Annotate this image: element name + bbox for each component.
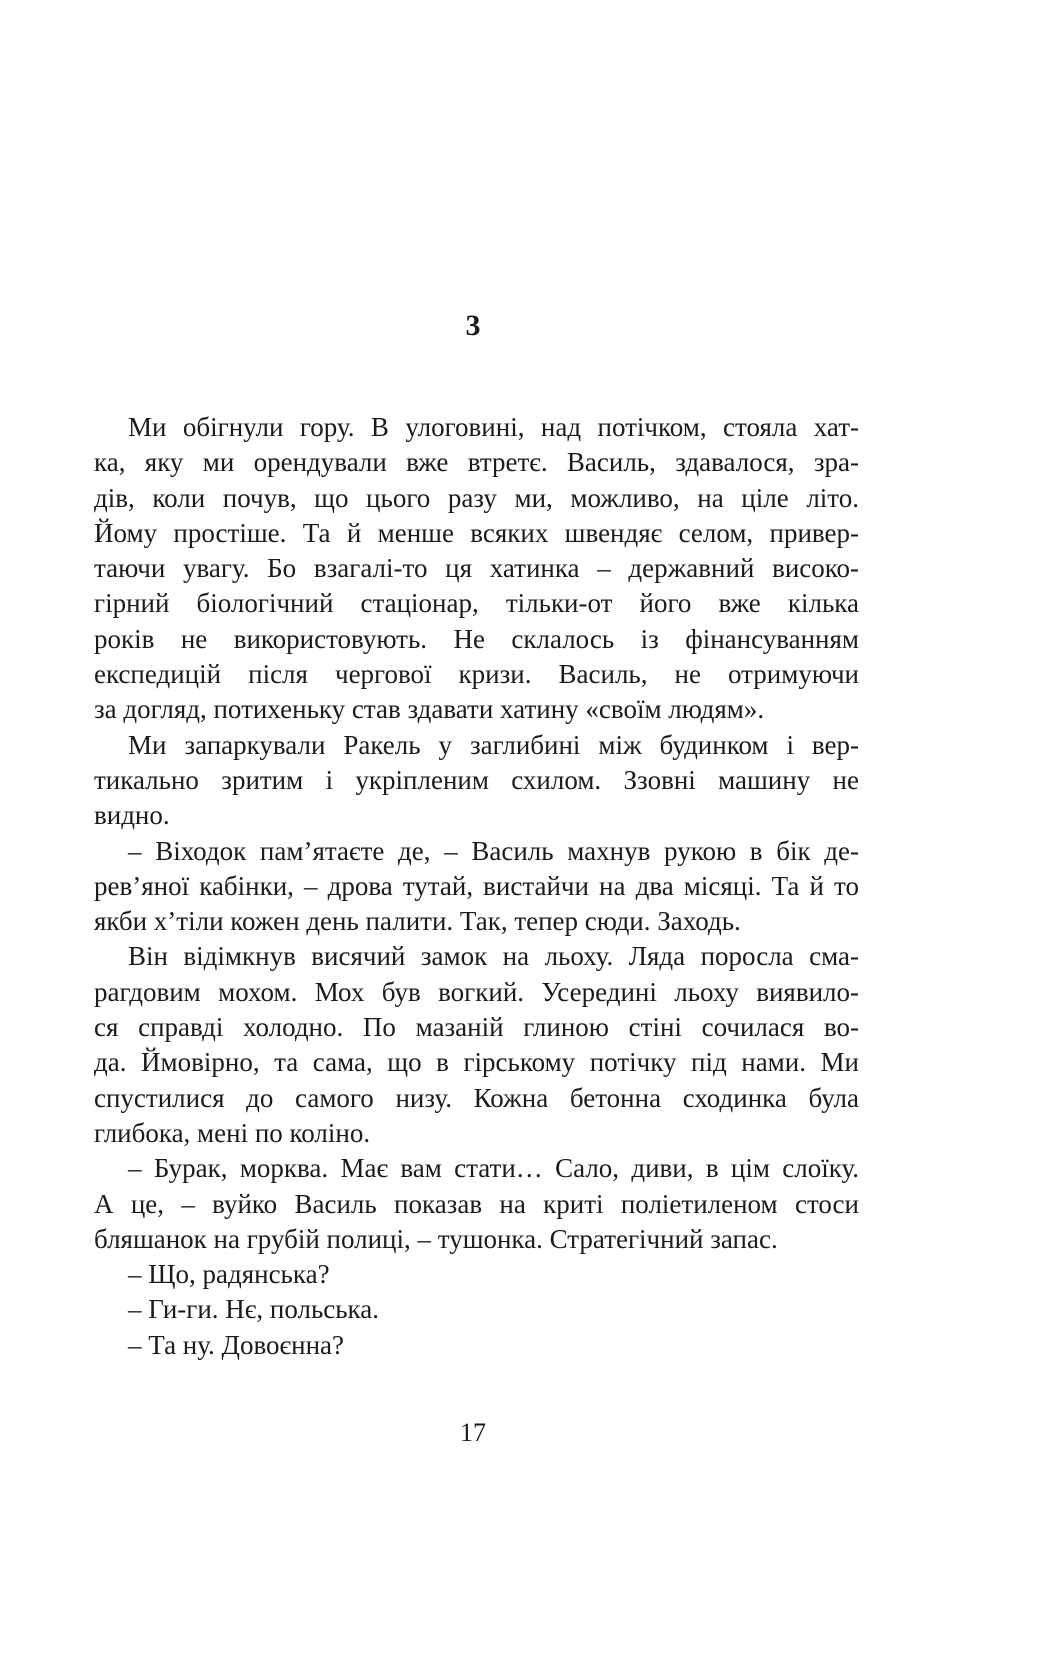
text-line: рагдовим мохом. Мох був вогкий. Усередині льоху виявило- — [94, 976, 859, 1007]
text-line: тикально зритим і укріпленим схилом. Ззовні машину не — [94, 764, 859, 795]
text-line: гірний біологічний стаціонар, тільки-от його вже кілька — [94, 588, 859, 619]
text-line: – Віходок пам’ятаєте де, – Василь махнув рукою в бік де- — [128, 835, 859, 866]
paragraph — [94, 410, 859, 728]
text-line: ка, яку ми орендували вже втретє. Василь, здавалося, зра- — [94, 447, 859, 478]
body-text — [94, 410, 859, 1363]
text-line: Він відімкнув висячий замок на льоху. Ляда поросла сма- — [128, 941, 859, 972]
text-line: рев’яної кабінки, – дрова тутай, вистайчи на два місяці. Та й то — [94, 870, 859, 901]
text-line: експедицій після чергової кризи. Василь, не отримуючи — [94, 659, 859, 690]
paragraph — [94, 834, 859, 940]
text-line: ся справді холодно. По мазаній глиною стіні сочилася во- — [94, 1012, 859, 1043]
paragraph — [94, 1151, 859, 1257]
text-line: спустилися до самого низу. Кожна бетонна сходинка була — [94, 1082, 859, 1113]
paragraph — [94, 1257, 859, 1292]
text-line: видно. — [94, 800, 170, 831]
text-line: років не використовують. Не склалось із фінансуванням — [94, 623, 859, 654]
paragraph — [94, 728, 859, 834]
text-line: – Та ну. Довоєнна? — [128, 1329, 344, 1360]
paragraph — [94, 1328, 859, 1363]
text-line: за догляд, потихеньку став здавати хатину «своїм людям». — [94, 694, 765, 725]
text-line: – Що, радянська? — [128, 1259, 330, 1290]
text-line: Йому простіше. Та й менше всяких швендяє селом, привер- — [94, 517, 859, 548]
text-line: А це, – вуйко Василь показав на криті поліетиленом стоси — [94, 1188, 859, 1219]
chapter-number: 3 — [465, 309, 481, 342]
paragraph — [94, 939, 859, 1151]
paragraph — [94, 1292, 859, 1327]
page-number: 17 — [460, 1418, 486, 1447]
text-line: Ми обігнули гору. В улоговині, над потічком, стояла хат- — [128, 412, 859, 442]
text-line: бляшанок на грубій полиці, – тушонка. Стратегічний запас. — [94, 1223, 778, 1254]
text-line: Ми запаркували Ракель у заглибині між будинком і вер- — [128, 729, 859, 760]
text-line: дів, коли почув, що цього разу ми, можливо, на ціле літо. — [94, 482, 859, 513]
text-line: якби х’тіли кожен день палити. Так, тепер сюди. Заходь. — [94, 906, 741, 937]
text-line: да. Ймовірно, та сама, що в гірському потічку під нами. Ми — [94, 1047, 859, 1078]
text-line: таючи увагу. Бо взагалі-то ця хатинка – державний високо- — [94, 553, 859, 584]
text-line: – Ги-ги. Нє, польська. — [128, 1294, 380, 1325]
text-line: – Бурак, морква. Має вам стати… Сало, диви, в цім слоїку. — [128, 1153, 859, 1184]
text-line: глибока, мені по коліно. — [94, 1117, 371, 1148]
